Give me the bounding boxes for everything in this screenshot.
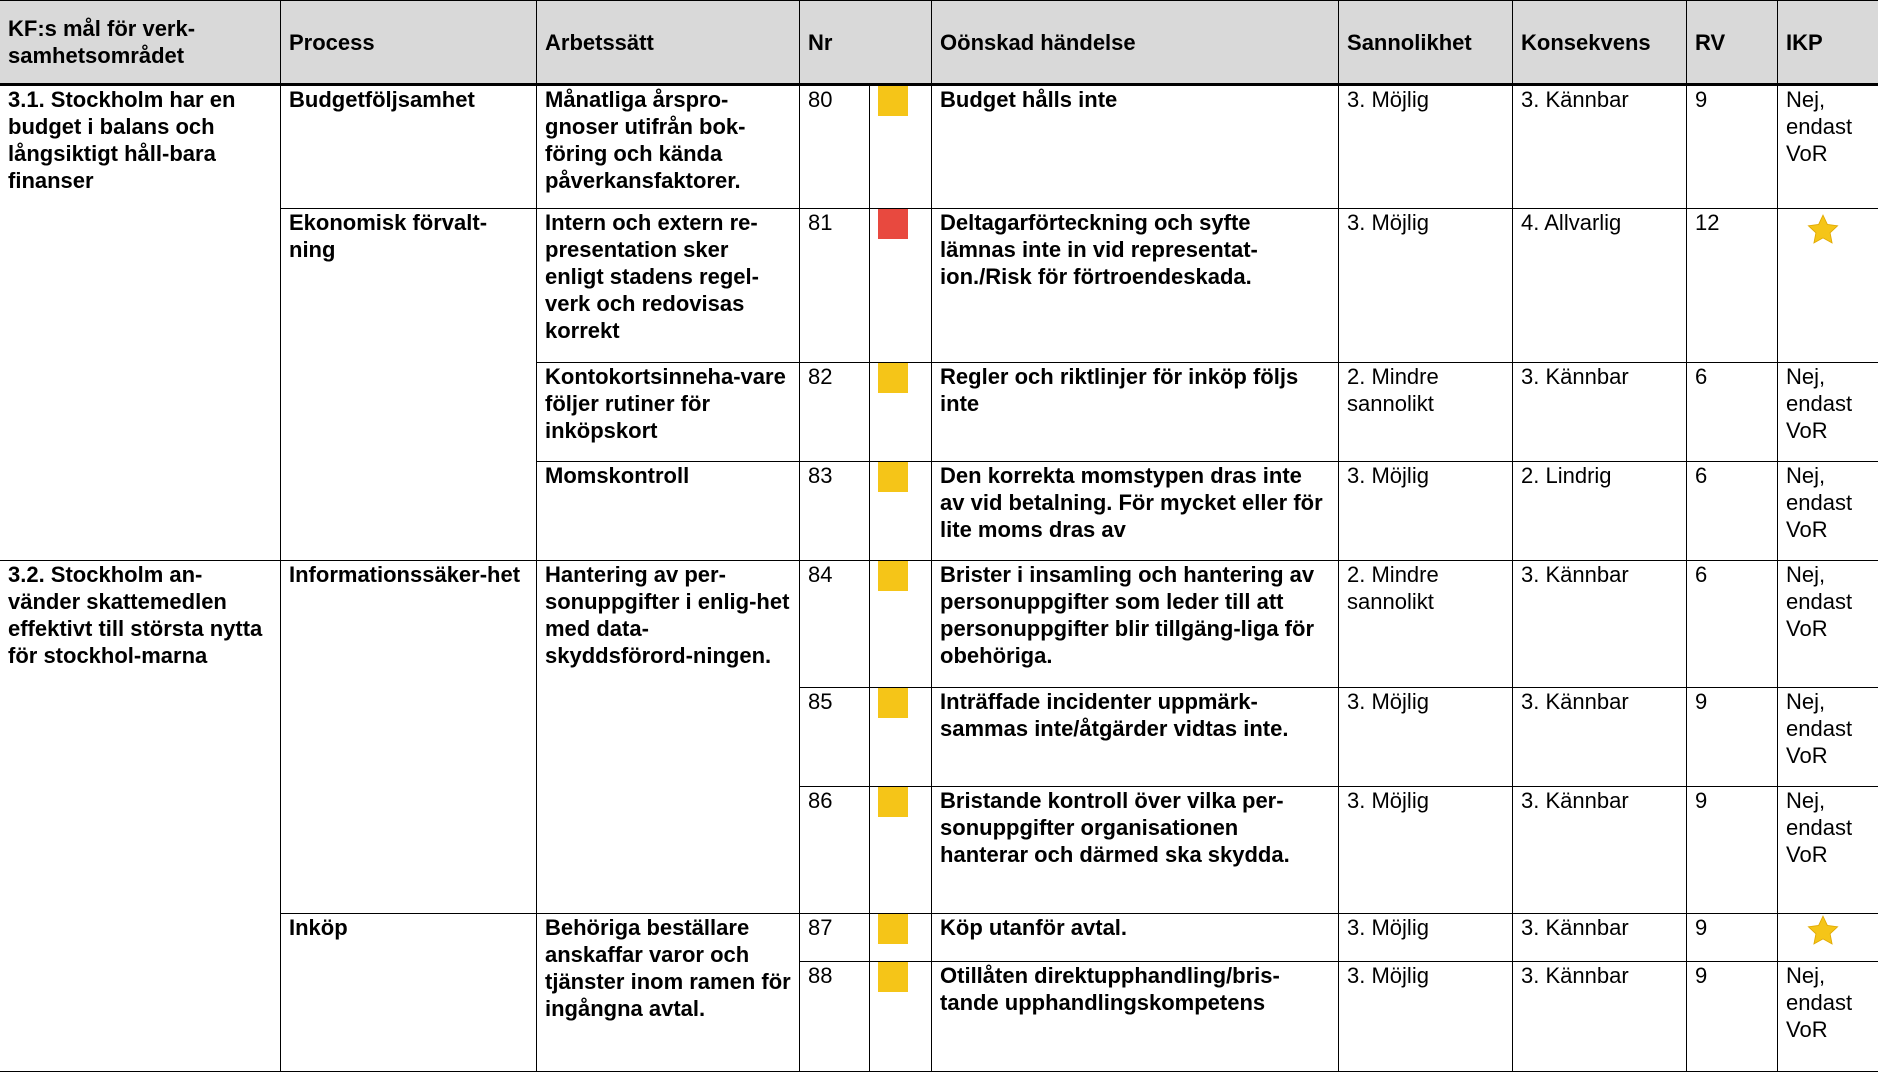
- rv-cell: 9: [1687, 85, 1778, 209]
- yellow-square-icon: [878, 86, 908, 116]
- rv-cell: 9: [1687, 962, 1778, 1072]
- konsekvens-cell: 4. Allvarlig: [1513, 209, 1687, 363]
- process-cell: Inköp: [281, 914, 537, 1072]
- konsekvens-cell: 3. Kännbar: [1513, 914, 1687, 962]
- risk-level-marker: [870, 462, 932, 561]
- konsekvens-cell: 3. Kännbar: [1513, 363, 1687, 462]
- nr-cell: 88: [800, 962, 870, 1072]
- table-row: [0, 85, 1878, 209]
- risk-level-marker: [870, 962, 932, 1072]
- ikp-cell: Nej, endast VoR: [1778, 787, 1878, 914]
- event-cell: Den korrekta momstypen dras inte av vid betalning. För mycket eller för lite moms dras av: [932, 462, 1339, 561]
- table-row: [0, 209, 1878, 363]
- arbetssatt-cell: Månatliga årspro-gnoser utifrån bok-föring och kända påverkansfaktorer.: [537, 85, 800, 209]
- star-icon: [1806, 914, 1840, 948]
- process-cell: Informationssäker-het: [281, 561, 537, 914]
- nr-cell: 84: [800, 561, 870, 688]
- yellow-square-icon: [878, 561, 908, 591]
- kf-goal: 3.1. Stockholm har en budget i balans och långsiktigt håll-bara finanser: [0, 85, 281, 561]
- risk-level-marker: [870, 787, 932, 914]
- konsekvens-cell: 3. Kännbar: [1513, 688, 1687, 787]
- konsekvens-cell: 3. Kännbar: [1513, 787, 1687, 914]
- konsekvens-cell: 2. Lindrig: [1513, 462, 1687, 561]
- header-nr: Nr: [800, 1, 932, 85]
- yellow-square-icon: [878, 363, 908, 393]
- ikp-cell: Nej, endast VoR: [1778, 462, 1878, 561]
- rv-cell: 6: [1687, 363, 1778, 462]
- header-row: [0, 1, 1878, 85]
- header-konsekvens: Konsekvens: [1513, 1, 1687, 85]
- nr-cell: 85: [800, 688, 870, 787]
- sannolikhet-cell: 2. Mindre sannolikt: [1339, 561, 1513, 688]
- header-sannolikhet: Sannolikhet: [1339, 1, 1513, 85]
- header-ikp: IKP: [1778, 1, 1878, 85]
- header-handelse: Oönskad händelse: [932, 1, 1339, 85]
- ikp-cell: Nej, endast VoR: [1778, 688, 1878, 787]
- konsekvens-cell: 3. Kännbar: [1513, 561, 1687, 688]
- konsekvens-cell: 3. Kännbar: [1513, 962, 1687, 1072]
- sannolikhet-cell: 3. Möjlig: [1339, 209, 1513, 363]
- ikp-cell: [1778, 209, 1878, 363]
- red-square-icon: [878, 209, 908, 239]
- rv-cell: 6: [1687, 561, 1778, 688]
- event-cell: Budget hålls inte: [932, 85, 1339, 209]
- nr-cell: 82: [800, 363, 870, 462]
- sannolikhet-cell: 2. Mindre sannolikt: [1339, 363, 1513, 462]
- rv-cell: 9: [1687, 914, 1778, 962]
- sannolikhet-cell: 3. Möjlig: [1339, 787, 1513, 914]
- sannolikhet-cell: 3. Möjlig: [1339, 85, 1513, 209]
- risk-level-marker: [870, 914, 932, 962]
- rv-cell: 6: [1687, 462, 1778, 561]
- ikp-cell: [1778, 914, 1878, 962]
- rv-cell: 12: [1687, 209, 1778, 363]
- nr-cell: 81: [800, 209, 870, 363]
- risk-level-marker: [870, 363, 932, 462]
- event-cell: Regler och riktlinjer för inköp följs inte: [932, 363, 1339, 462]
- event-cell: Köp utanför avtal.: [932, 914, 1339, 962]
- yellow-square-icon: [878, 962, 908, 992]
- yellow-square-icon: [878, 688, 908, 718]
- sannolikhet-cell: 3. Möjlig: [1339, 962, 1513, 1072]
- event-cell: Deltagarförteckning och syfte lämnas inte in vid representat-ion./Risk för förtroendeskada.: [932, 209, 1339, 363]
- arbetssatt-cell: Behöriga beställare anskaffar varor och tjänster inom ramen för ingångna avtal.: [537, 914, 800, 1072]
- risk-level-marker: [870, 688, 932, 787]
- nr-cell: 80: [800, 85, 870, 209]
- yellow-square-icon: [878, 787, 908, 817]
- sannolikhet-cell: 3. Möjlig: [1339, 462, 1513, 561]
- header-process: Process: [281, 1, 537, 85]
- event-cell: Bristande kontroll över vilka per-sonuppgifter organisationen hanterar och därmed ska skydda.: [932, 787, 1339, 914]
- event-cell: Inträffade incidenter uppmärk-sammas inte/åtgärder vidtas inte.: [932, 688, 1339, 787]
- star-icon: [1806, 213, 1840, 247]
- nr-cell: 86: [800, 787, 870, 914]
- header-kf: KF:s mål för verk-samhetsområdet: [0, 1, 281, 85]
- arbetssatt-cell: Momskontroll: [537, 462, 800, 561]
- konsekvens-cell: 3. Kännbar: [1513, 85, 1687, 209]
- ikp-cell: Nej, endast VoR: [1778, 561, 1878, 688]
- arbetssatt-cell: Hantering av per-sonuppgifter i enlig-het med data-skyddsförord-ningen.: [537, 561, 800, 914]
- sannolikhet-cell: 3. Möjlig: [1339, 688, 1513, 787]
- arbetssatt-cell: Kontokortsinneha-vare följer rutiner för inköpskort: [537, 363, 800, 462]
- ikp-cell: Nej, endast VoR: [1778, 363, 1878, 462]
- header-arbetssatt: Arbetssätt: [537, 1, 800, 85]
- rv-cell: 9: [1687, 688, 1778, 787]
- kf-goal: 3.2. Stockholm an-vänder skattemedlen effektivt till största nytta för stockhol-marna: [0, 561, 281, 1072]
- process-cell: Ekonomisk förvalt-ning: [281, 209, 537, 561]
- yellow-square-icon: [878, 462, 908, 492]
- yellow-square-icon: [878, 914, 908, 944]
- nr-cell: 87: [800, 914, 870, 962]
- table-row: [0, 914, 1878, 962]
- ikp-cell: Nej, endast VoR: [1778, 962, 1878, 1072]
- process-cell: Budgetföljsamhet: [281, 85, 537, 209]
- nr-cell: 83: [800, 462, 870, 561]
- risk-level-marker: [870, 85, 932, 209]
- sannolikhet-cell: 3. Möjlig: [1339, 914, 1513, 962]
- header-rv: RV: [1687, 1, 1778, 85]
- ikp-cell: Nej, endast VoR: [1778, 85, 1878, 209]
- risk-level-marker: [870, 561, 932, 688]
- event-cell: Brister i insamling och hantering av personuppgifter som leder till att personuppgifter blir tillgäng-liga för obehöriga.: [932, 561, 1339, 688]
- rv-cell: 9: [1687, 787, 1778, 914]
- arbetssatt-cell: Intern och extern re-presentation sker enligt stadens regel-verk och redovisas korrekt: [537, 209, 800, 363]
- risk-level-marker: [870, 209, 932, 363]
- event-cell: Otillåten direktupphandling/bris-tande upphandlingskompetens: [932, 962, 1339, 1072]
- table-row: [0, 561, 1878, 688]
